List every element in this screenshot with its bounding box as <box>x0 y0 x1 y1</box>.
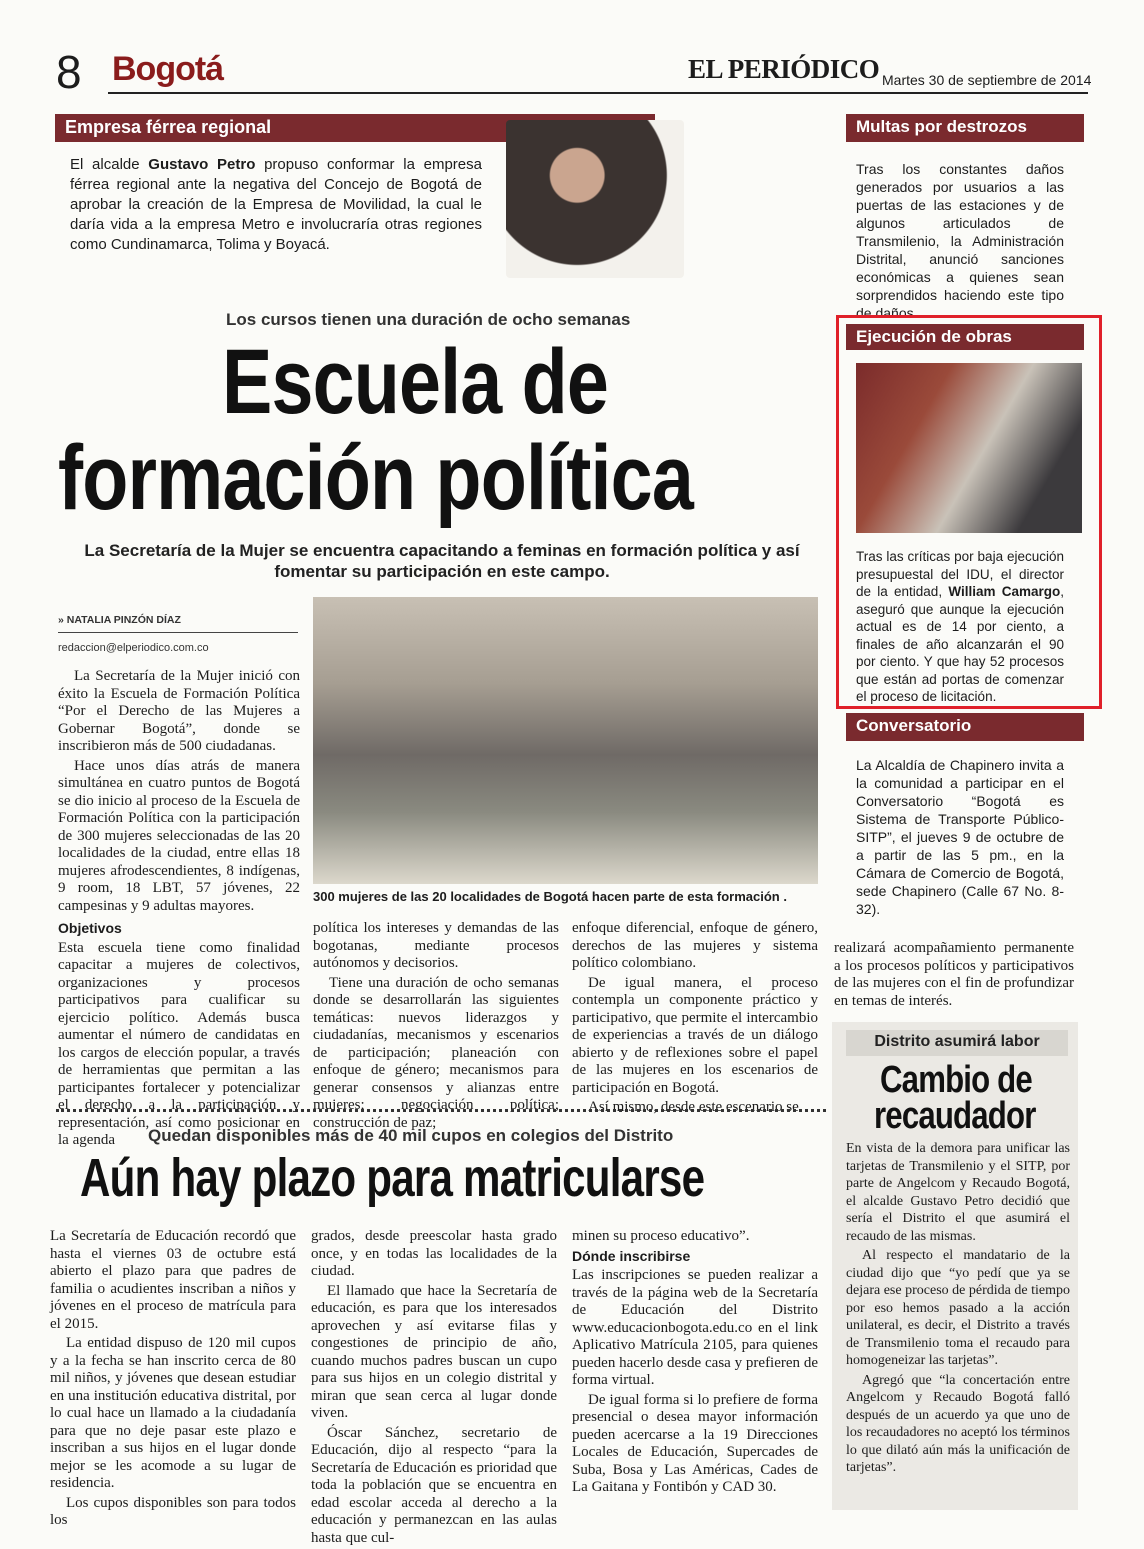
byline-email: redaccion@elperiodico.com.co <box>58 642 209 654</box>
ejecucion-title-bar: Ejecución de obras <box>846 324 1084 350</box>
main-column-1 <box>58 920 300 1152</box>
main-column-4-text: realizará acompañamiento permanente a los procesos políticos y participativos de las mujeres con el fin de profundizar en temas de interés. <box>834 940 1074 1009</box>
main-intro-paragraph-2: Hace unos días atrás de manera simultánea en cuatro puntos de Bogotá se dio inicio al proceso de la Escuela de Formación Política con la participación de 300 mujeres seleccionadas de las 20 localidades de la ciudad, entre ellas 18 mujeres afrodescendientes, 8 indígenas, 9 room, 18 LBT, 57 jóvenes, 22 campesinas y 9 adultas mayores. <box>58 757 300 914</box>
main-column-3 <box>572 920 818 1119</box>
section-title: Bogotá <box>112 50 224 88</box>
matricula-column-2-paragraph-3: Óscar Sánchez, secretario de Educación, dijo al respecto “para la Secretaría de Educación es prioridad que toda la población que se encuentra en edad escolar acceda al derecho a la educación y permanezcan en las aulas hasta que cul- <box>311 1424 557 1546</box>
donde-subhead: Dónde inscribirse <box>572 1247 691 1264</box>
main-column-3-paragraph-3: Así mismo, desde este escenario se <box>588 1099 799 1115</box>
main-subhead: La Secretaría de la Mujer se encuentra capacitando a feminas en formación política y así fomentar su participación en este campo. <box>84 541 800 581</box>
empresa-title-bar: Empresa férrea regional <box>55 114 655 142</box>
matricula-column-1 <box>50 1228 296 1532</box>
recaudador-kicker-bar: Distrito asumirá labor <box>846 1030 1068 1056</box>
objetivos-subhead: Objetivos <box>58 920 122 936</box>
matricula-headline: Aún hay plazo para matricularse <box>80 1148 705 1208</box>
multas-title-bar: Multas por destrozos <box>846 114 1084 142</box>
recaudador-paragraph-3: Agregó que “la concertación entre Angelcom y Recaudo Bogotá falló después de un acuerdo ya que uno de los recaudadores no aceptó los términos lo que dilató aún más la unificación de tarjetas”. <box>846 1372 1070 1475</box>
multas-text: Tras los constantes daños generados por usuarios a las puertas de las estaciones y de algunos articulados de Transmilenio, la Administración Distrital, anunció sanciones económicas a quienes sean sorprendidos haciendo este tipo de daños . <box>856 161 1064 321</box>
main-column-1-text: Esta escuela tiene como finalidad capacitar a mujeres de colectivos, organizaciones y procesos participativos para cualificar su ejercicio político. Además busca aumentar el número de candidatas en los cargos de elección popular, a través de herramientas que permitan a las participantes fortalecer y potencializar el derecho a la participación y representación, así como posicionar en la agenda <box>58 939 300 1148</box>
photo-caption: 300 mujeres de las 20 localidades de Bogotá hacen parte de esta formación . <box>313 889 787 904</box>
recaudador-paragraph-2: Al respecto el mandatario de la ciudad dijo que “yo pedí que ya se dejara ese proceso de pérdida de tiempo por eso hemos pasado a la acción unilateral, es decir, el Distrito a través de Transmilenio toma el recaudo para homogeneizar las tarjetas”. <box>846 1248 1070 1368</box>
main-column-2-paragraph-2: Tiene una duración de ocho semanas donde se desarrollarán las siguientes temáticas: nuevos liderazgos y ciudadanías, mecanismos y escenarios de participación; planeación con enfoque de género; mecanismos para generar consensos y alianzas entre mujeres; negociación política; construcción de paz; <box>313 974 559 1131</box>
matricula-column-2-paragraph-1: grados, desde preescolar hasta grado once, y en todas las localidades de la ciudad. <box>311 1228 557 1279</box>
recaudador-headline-1: Cambio de <box>880 1059 1032 1101</box>
issue-date: Martes 30 de septiembre de 2014 <box>882 72 1092 88</box>
main-column-3-paragraph-2: De igual manera, el proceso contempla un componente práctico y participativo, que permite el intercambio de experiencias a través de un diálogo abierto y de reflexiones sobre el papel de las mujeres en los escenarios de participación en Bogotá. <box>572 974 818 1096</box>
story-divider <box>56 1109 826 1112</box>
petro-photo <box>506 120 684 278</box>
matricula-column-3 <box>572 1228 818 1499</box>
recaudador-headline-2: recaudador <box>874 1095 1036 1137</box>
empresa-text: El alcalde Gustavo Petro propuso conformar la empresa férrea regional ante la negativa del Concejo de Bogotá de aprobar la creación de la Empresa de Movilidad, la cual le daría vida a la empresa Metro e involucraría otras regiones como Cundinamarca, Tolima y Boyacá. <box>70 156 482 253</box>
camargo-photo <box>856 363 1082 533</box>
masthead-rule <box>108 92 1088 94</box>
matricula-column-3-paragraph-1: minen su proceso educativo”. <box>572 1228 750 1244</box>
matricula-column-3-paragraph-3: De igual forma si lo prefiere de forma presencial o desea mayor información pueden acercarse a la 19 Direcciones Locales de Educación, Supercades de Suba, Bosa y Las Américas, Cades de La Gaitana y Fontibón y CAD 30. <box>572 1391 818 1495</box>
main-intro-paragraph-1: La Secretaría de la Mujer inició con éxito la Escuela de Formación Política “Por el Derecho de las Mujeres a Gobernar Bogotá”, donde se inscribieron más de 500 ciudadanas. <box>58 668 300 754</box>
byline: » NATALIA PINZÓN DÍAZ <box>58 614 181 626</box>
matricula-kicker: Quedan disponibles más de 40 mil cupos en colegios del Distrito <box>148 1126 674 1145</box>
newspaper-name: EL PERIÓDICO <box>688 54 880 84</box>
main-column-2-paragraph-1: política los intereses y demandas de las bogotanas, mediante procesos autónomos y decisorios. <box>313 920 559 971</box>
recaudador-text <box>846 1140 1070 1479</box>
matricula-column-3-paragraph-2: Las inscripciones se pueden realizar a través de la página web de la Secretaría de Educación del Distrito www.educacionbogota.edu.co en el link Aplicativo Matrícula 2105, para quienes pueden hacerlo desde casa y prefieren de forma virtual. <box>572 1267 818 1388</box>
main-intro-column <box>58 668 300 917</box>
matricula-column-1-paragraph-3: Los cupos disponibles son para todos los <box>50 1494 296 1528</box>
main-kicker: Los cursos tienen una duración de ocho semanas <box>226 310 631 329</box>
recaudador-paragraph-1: En vista de la demora para unificar las tarjetas de Transmilenio y el SITP, por parte de Angelcom y Recaudo Bogotá, el alcalde Gustavo Petro decidió que sería el Distrito el que asumirá el recaudo de las mismas. <box>846 1141 1070 1244</box>
main-headline-2: formación política <box>58 427 693 529</box>
ejecucion-text: Tras las críticas por baja ejecución presupuestal del IDU, el director de la entidad, William Camargo, aseguró que aunque la ejecución actual es de 14 por ciento, a finales de año alcanzarán el 90 por ciento. Y que hay 52 procesos que están ad portas de comenzar el proceso de licitación. <box>856 549 1064 704</box>
byline-rule <box>58 632 298 633</box>
matricula-column-1-paragraph-1: La Secretaría de Educación recordó que hasta el viernes 03 de octubre está abierto el plazo para que padres de familia o acudientes inscriban a niños y jóvenes en el proceso de matrícula para el 2015. <box>50 1228 296 1332</box>
matricula-column-2-paragraph-2: El llamado que hace la Secretaría de educación, es para que los interesados aprovechen y así evitarse filas y congestiones de principio de año, cuando muchos padres buscan un cupo para sus hijos en un colegio distrital y miran que sean cerca al lugar donde viven. <box>311 1282 557 1421</box>
matricula-column-1-paragraph-2: La entidad dispuso de 120 mil cupos y a la fecha se han inscrito cerca de 80 mil niños, y jóvenes que desean estudiar en una institución educativa distrital, por lo cual hace un llamado a la ciudadanía para que no deje pasar este plazo e inscriban a sus hijos en el lugar donde mejor se les acomode a su lugar de residencia. <box>50 1335 296 1491</box>
main-column-4 <box>834 940 1074 1012</box>
main-column-3-paragraph-1: enfoque diferencial, enfoque de género, derechos de las mujeres y sistema político colombiano. <box>572 920 818 971</box>
matricula-column-2 <box>311 1228 557 1549</box>
main-headline-1: Escuela de <box>222 331 608 433</box>
conversatorio-text: La Alcaldía de Chapinero invita a la comunidad a participar en el Conversatorio “Bogotá es Sistema de Transporte Público-SITP”, el jueves 9 de octubre de a partir de las 5 pm., en la Cámara de Comercio de Bogotá, sede Chapinero (Calle 67 No. 8-32). <box>856 757 1064 917</box>
main-column-2 <box>313 920 559 1134</box>
conversatorio-title-bar: Conversatorio <box>846 713 1084 741</box>
classroom-photo <box>313 597 818 884</box>
page-number: 8 <box>56 46 82 98</box>
